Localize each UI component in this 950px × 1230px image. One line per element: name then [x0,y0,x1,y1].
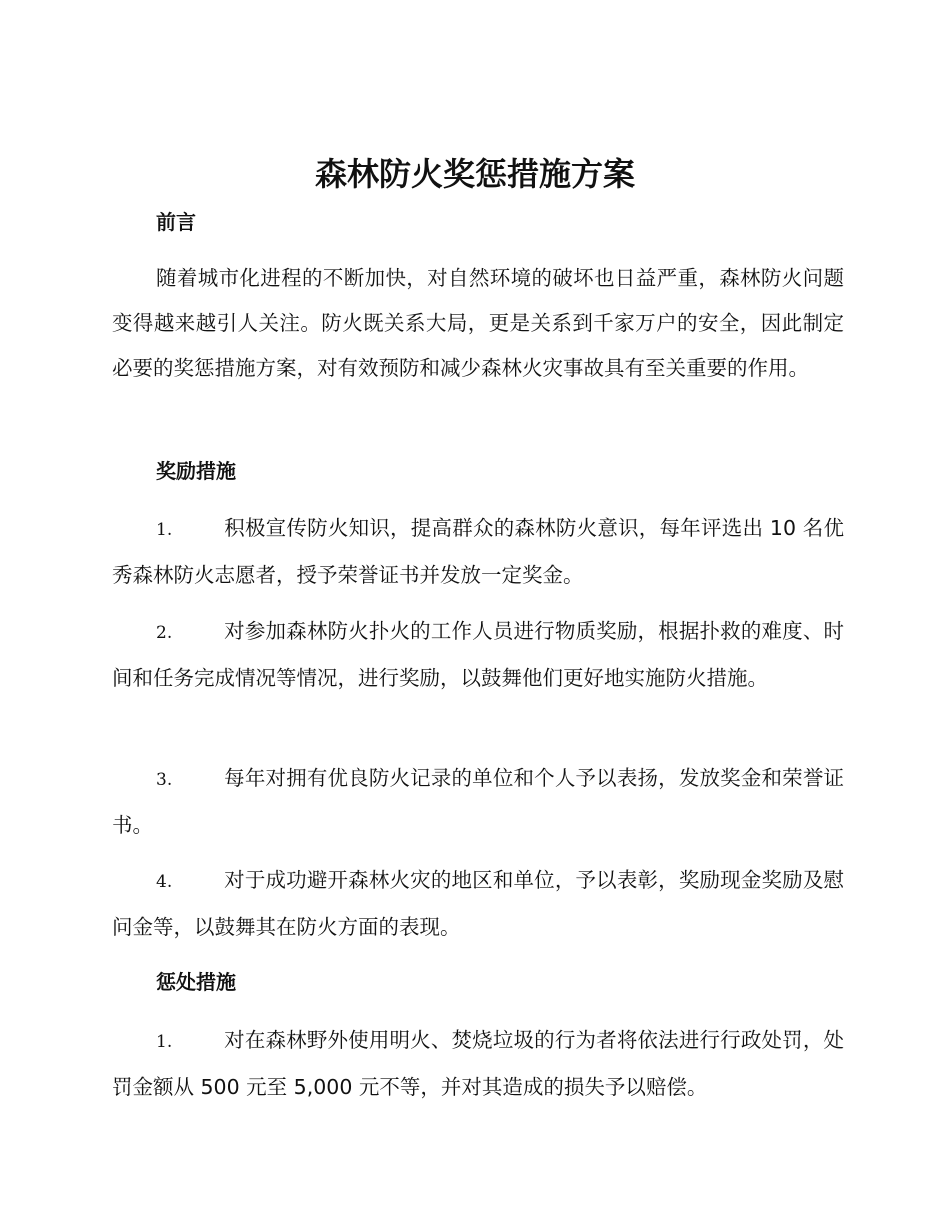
reward-item-2 [112,609,844,701]
list-text: 对在森林野外使用明火、焚烧垃圾的行为者将依法进行行政处罚，处罚金额从 500 元至 5,000 元不等，并对其造成的损失予以赔偿。 [112,1028,844,1099]
reward-item-4 [112,858,844,950]
section-heading-penalties: 惩处措施 [156,970,236,994]
list-number: 4. [156,872,173,892]
preface-paragraph: 随着城市化进程的不断加快，对自然环境的破坏也日益严重，森林防火问题变得越来越引人关注。防火既关系大局，更是关系到千家万户的安全，因此制定必要的奖惩措施方案，对有效预防和减少森林火灾事故具有至关重要的作用。 [112,266,844,380]
section-heading-rewards: 奖励措施 [156,459,236,483]
reward-item-1 [112,506,844,598]
list-number: 1. [156,520,173,540]
list-text: 对于成功避开森林火灾的地区和单位，予以表彰，奖励现金奖励及慰问金等，以鼓舞其在防火方面的表现。 [112,868,844,939]
document-title: 森林防火奖惩措施方案 [314,155,635,193]
list-number: 3. [156,770,173,790]
list-text: 每年对拥有优良防火记录的单位和个人予以表扬，发放奖金和荣誉证书。 [112,766,844,837]
penalty-item-1 [112,1018,844,1110]
list-number: 2. [156,623,173,643]
list-number: 1. [156,1032,173,1052]
section-heading-preface: 前言 [156,210,196,234]
list-text: 对参加森林防火扑火的工作人员进行物质奖励，根据扑救的难度、时间和任务完成情况等情况，进行奖励，以鼓舞他们更好地实施防火措施。 [112,619,844,690]
list-text: 积极宣传防火知识，提高群众的森林防火意识，每年评选出 10 名优秀森林防火志愿者，授予荣誉证书并发放一定奖金。 [112,516,844,587]
reward-item-3 [112,756,844,848]
